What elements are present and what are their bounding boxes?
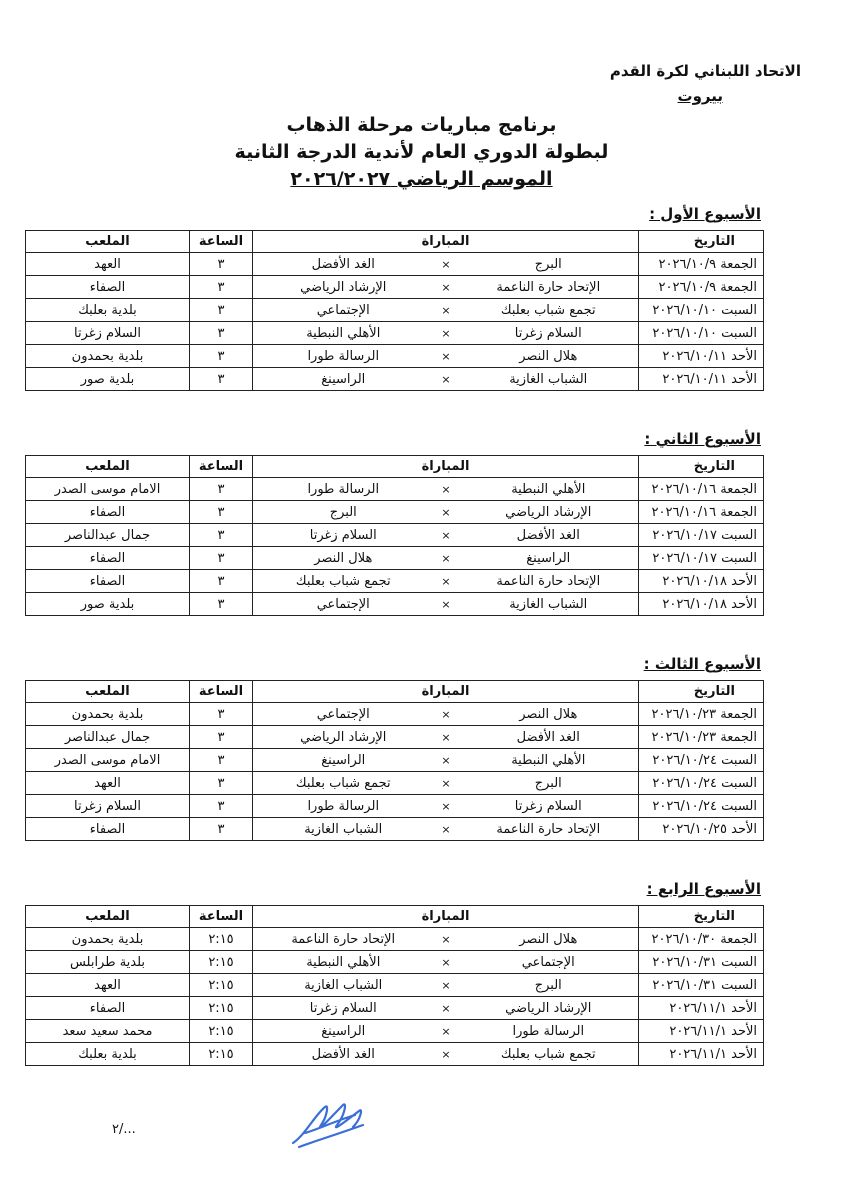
header-date: التاريخ (639, 906, 764, 928)
home-team: الإتحاد حارة الناعمة (459, 570, 639, 593)
home-team: الأهلي النبطية (459, 478, 639, 501)
kickoff-time: ٣ (190, 726, 253, 749)
match-date: السبت ٢٠٢٦/١٠/١٠ (639, 322, 764, 345)
stadium: الامام موسى الصدر (26, 478, 190, 501)
table-row (26, 928, 764, 951)
header-venue: الملعب (26, 231, 190, 253)
away-team: الإجتماعي (253, 299, 434, 322)
week-title: الأسبوع الثاني : (644, 430, 761, 448)
versus-mark: × (434, 1020, 459, 1043)
stadium: الصفاء (26, 276, 190, 299)
table-row (26, 276, 764, 299)
home-team: تجمع شباب بعلبك (459, 299, 639, 322)
match-date: الأحد ٢٠٢٦/١٠/٢٥ (639, 818, 764, 841)
match-date: الأحد ٢٠٢٦/١٠/١٨ (639, 593, 764, 616)
week-title: الأسبوع الثالث : (643, 655, 761, 673)
stadium: الصفاء (26, 997, 190, 1020)
home-team: الغد الأفضل (459, 524, 639, 547)
kickoff-time: ٢:١٥ (190, 928, 253, 951)
away-team: الشباب الغازية (253, 974, 434, 997)
stadium: العهد (26, 772, 190, 795)
match-date: السبت ٢٠٢٦/١٠/١٧ (639, 524, 764, 547)
stadium: جمال عبدالناصر (26, 524, 190, 547)
header-time: الساعة (190, 906, 253, 928)
kickoff-time: ٢:١٥ (190, 997, 253, 1020)
versus-mark: × (434, 345, 459, 368)
versus-mark: × (434, 928, 459, 951)
versus-mark: × (434, 570, 459, 593)
document-titles (0, 112, 843, 193)
home-team: هلال النصر (459, 703, 639, 726)
away-team: الغد الأفضل (253, 1043, 434, 1066)
table-row (26, 1043, 764, 1066)
stadium: الصفاء (26, 818, 190, 841)
versus-mark: × (434, 501, 459, 524)
kickoff-time: ٣ (190, 501, 253, 524)
table-header-row (26, 906, 764, 928)
header-match: المباراة (253, 231, 639, 253)
title-line-1: برنامج مباريات مرحلة الذهاب (286, 114, 557, 136)
home-team: الإجتماعي (459, 951, 639, 974)
versus-mark: × (434, 593, 459, 616)
table-row (26, 818, 764, 841)
kickoff-time: ٣ (190, 299, 253, 322)
versus-mark: × (434, 749, 459, 772)
kickoff-time: ٣ (190, 547, 253, 570)
match-date: الجمعة ٢٠٢٦/١٠/٩ (639, 253, 764, 276)
header-time: الساعة (190, 231, 253, 253)
kickoff-time: ٣ (190, 772, 253, 795)
versus-mark: × (434, 974, 459, 997)
signature-mark (285, 1095, 370, 1155)
away-team: الأهلي النبطية (253, 951, 434, 974)
stadium: محمد سعيد سعد (26, 1020, 190, 1043)
schedule-table (25, 230, 764, 391)
home-team: البرج (459, 253, 639, 276)
table-row (26, 997, 764, 1020)
stadium: بلدية بحمدون (26, 703, 190, 726)
match-date: الجمعة ٢٠٢٦/١٠/٢٣ (639, 726, 764, 749)
kickoff-time: ٣ (190, 478, 253, 501)
header-time: الساعة (190, 456, 253, 478)
table-row (26, 795, 764, 818)
kickoff-time: ٢:١٥ (190, 974, 253, 997)
versus-mark: × (434, 253, 459, 276)
federation-name: الاتحاد اللبناني لكرة القدم (609, 62, 801, 80)
kickoff-time: ٢:١٥ (190, 951, 253, 974)
match-date: الأحد ٢٠٢٦/١١/١ (639, 1020, 764, 1043)
kickoff-time: ٣ (190, 345, 253, 368)
away-team: الراسينغ (253, 749, 434, 772)
table-row (26, 772, 764, 795)
stadium: بلدية صور (26, 593, 190, 616)
match-date: الجمعة ٢٠٢٦/١٠/١٦ (639, 501, 764, 524)
away-team: الإتحاد حارة الناعمة (253, 928, 434, 951)
away-team: الإجتماعي (253, 703, 434, 726)
table-row (26, 1020, 764, 1043)
home-team: الإتحاد حارة الناعمة (459, 818, 639, 841)
kickoff-time: ٣ (190, 570, 253, 593)
kickoff-time: ٣ (190, 749, 253, 772)
home-team: الشباب الغازية (459, 593, 639, 616)
stadium: بلدية طرابلس (26, 951, 190, 974)
match-date: السبت ٢٠٢٦/١٠/١٧ (639, 547, 764, 570)
schedule-table (25, 905, 764, 1066)
stadium: جمال عبدالناصر (26, 726, 190, 749)
kickoff-time: ٢:١٥ (190, 1043, 253, 1066)
versus-mark: × (434, 997, 459, 1020)
home-team: البرج (459, 974, 639, 997)
stadium: السلام زغرتا (26, 322, 190, 345)
versus-mark: × (434, 951, 459, 974)
kickoff-time: ٣ (190, 593, 253, 616)
header-venue: الملعب (26, 906, 190, 928)
home-team: الشباب الغازية (459, 368, 639, 391)
away-team: الشباب الغازية (253, 818, 434, 841)
header-time: الساعة (190, 681, 253, 703)
table-row (26, 974, 764, 997)
match-date: الجمعة ٢٠٢٦/١٠/١٦ (639, 478, 764, 501)
city-name: بيروت (677, 87, 723, 105)
versus-mark: × (434, 795, 459, 818)
home-team: البرج (459, 772, 639, 795)
versus-mark: × (434, 478, 459, 501)
table-row (26, 593, 764, 616)
kickoff-time: ٣ (190, 795, 253, 818)
header-date: التاريخ (639, 231, 764, 253)
stadium: السلام زغرتا (26, 795, 190, 818)
schedule-table (25, 680, 764, 841)
versus-mark: × (434, 703, 459, 726)
header-venue: الملعب (26, 456, 190, 478)
header-venue: الملعب (26, 681, 190, 703)
home-team: السلام زغرتا (459, 322, 639, 345)
versus-mark: × (434, 524, 459, 547)
match-date: السبت ٢٠٢٦/١٠/٣١ (639, 951, 764, 974)
versus-mark: × (434, 368, 459, 391)
table-row (26, 749, 764, 772)
versus-mark: × (434, 276, 459, 299)
away-team: الغد الأفضل (253, 253, 434, 276)
home-team: الرسالة طورا (459, 1020, 639, 1043)
match-date: الجمعة ٢٠٢٦/١٠/٣٠ (639, 928, 764, 951)
table-row (26, 322, 764, 345)
week-title: الأسبوع الأول : (649, 205, 761, 223)
versus-mark: × (434, 299, 459, 322)
table-header-row (26, 681, 764, 703)
away-team: الراسينغ (253, 1020, 434, 1043)
away-team: الإجتماعي (253, 593, 434, 616)
match-date: السبت ٢٠٢٦/١٠/٢٤ (639, 749, 764, 772)
stadium: الصفاء (26, 547, 190, 570)
away-team: السلام زغرتا (253, 997, 434, 1020)
home-team: الإتحاد حارة الناعمة (459, 276, 639, 299)
match-date: السبت ٢٠٢٦/١٠/٢٤ (639, 795, 764, 818)
kickoff-time: ٣ (190, 322, 253, 345)
home-team: هلال النصر (459, 345, 639, 368)
schedule-table (25, 455, 764, 616)
away-team: الرسالة طورا (253, 345, 434, 368)
away-team: الإرشاد الرياضي (253, 726, 434, 749)
match-date: الأحد ٢٠٢٦/١٠/١١ (639, 345, 764, 368)
stadium: الصفاء (26, 501, 190, 524)
versus-mark: × (434, 322, 459, 345)
versus-mark: × (434, 726, 459, 749)
stadium: العهد (26, 253, 190, 276)
match-date: الجمعة ٢٠٢٦/١٠/٩ (639, 276, 764, 299)
week-title: الأسبوع الرابع : (646, 880, 761, 898)
match-date: السبت ٢٠٢٦/١٠/١٠ (639, 299, 764, 322)
table-row (26, 570, 764, 593)
header-date: التاريخ (639, 681, 764, 703)
away-team: الإرشاد الرياضي (253, 276, 434, 299)
stadium: الامام موسى الصدر (26, 749, 190, 772)
versus-mark: × (434, 818, 459, 841)
away-team: الراسينغ (253, 368, 434, 391)
stadium: بلدية بعلبك (26, 299, 190, 322)
page-number: ٢/... (112, 1122, 136, 1137)
home-team: الأهلي النبطية (459, 749, 639, 772)
home-team: الغد الأفضل (459, 726, 639, 749)
title-line-2: لبطولة الدوري العام لأندية الدرجة الثانية (234, 141, 609, 163)
away-team: تجمع شباب بعلبك (253, 772, 434, 795)
match-date: الأحد ٢٠٢٦/١١/١ (639, 1043, 764, 1066)
away-team: الرسالة طورا (253, 478, 434, 501)
header-match: المباراة (253, 906, 639, 928)
table-row (26, 253, 764, 276)
kickoff-time: ٣ (190, 253, 253, 276)
stadium: بلدية بحمدون (26, 928, 190, 951)
table-row (26, 524, 764, 547)
kickoff-time: ٢:١٥ (190, 1020, 253, 1043)
table-row (26, 703, 764, 726)
kickoff-time: ٣ (190, 276, 253, 299)
match-date: الأحد ٢٠٢٦/١١/١ (639, 997, 764, 1020)
home-team: هلال النصر (459, 928, 639, 951)
away-team: الأهلي النبطية (253, 322, 434, 345)
stadium: بلدية صور (26, 368, 190, 391)
kickoff-time: ٣ (190, 818, 253, 841)
table-header-row (26, 231, 764, 253)
table-row (26, 299, 764, 322)
home-team: الإرشاد الرياضي (459, 501, 639, 524)
table-header-row (26, 456, 764, 478)
season-title: الموسم الرياضي ٢٠٢٦/٢٠٢٧ (290, 168, 553, 190)
away-team: تجمع شباب بعلبك (253, 570, 434, 593)
table-row (26, 478, 764, 501)
header-match: المباراة (253, 456, 639, 478)
stadium: بلدية بعلبك (26, 1043, 190, 1066)
away-team: الرسالة طورا (253, 795, 434, 818)
stadium: العهد (26, 974, 190, 997)
header-match: المباراة (253, 681, 639, 703)
home-team: السلام زغرتا (459, 795, 639, 818)
match-date: الجمعة ٢٠٢٦/١٠/٢٣ (639, 703, 764, 726)
table-row (26, 547, 764, 570)
away-team: السلام زغرتا (253, 524, 434, 547)
kickoff-time: ٣ (190, 524, 253, 547)
table-row (26, 345, 764, 368)
home-team: الراسينغ (459, 547, 639, 570)
match-date: الأحد ٢٠٢٦/١٠/١١ (639, 368, 764, 391)
away-team: هلال النصر (253, 547, 434, 570)
match-date: الأحد ٢٠٢٦/١٠/١٨ (639, 570, 764, 593)
home-team: الإرشاد الرياضي (459, 997, 639, 1020)
table-row (26, 951, 764, 974)
table-row (26, 726, 764, 749)
stadium: بلدية بحمدون (26, 345, 190, 368)
home-team: تجمع شباب بعلبك (459, 1043, 639, 1066)
versus-mark: × (434, 772, 459, 795)
kickoff-time: ٣ (190, 368, 253, 391)
stadium: الصفاء (26, 570, 190, 593)
versus-mark: × (434, 547, 459, 570)
header-date: التاريخ (639, 456, 764, 478)
table-row (26, 501, 764, 524)
versus-mark: × (434, 1043, 459, 1066)
table-row (26, 368, 764, 391)
kickoff-time: ٣ (190, 703, 253, 726)
match-date: السبت ٢٠٢٦/١٠/٢٤ (639, 772, 764, 795)
away-team: البرج (253, 501, 434, 524)
match-date: السبت ٢٠٢٦/١٠/٣١ (639, 974, 764, 997)
